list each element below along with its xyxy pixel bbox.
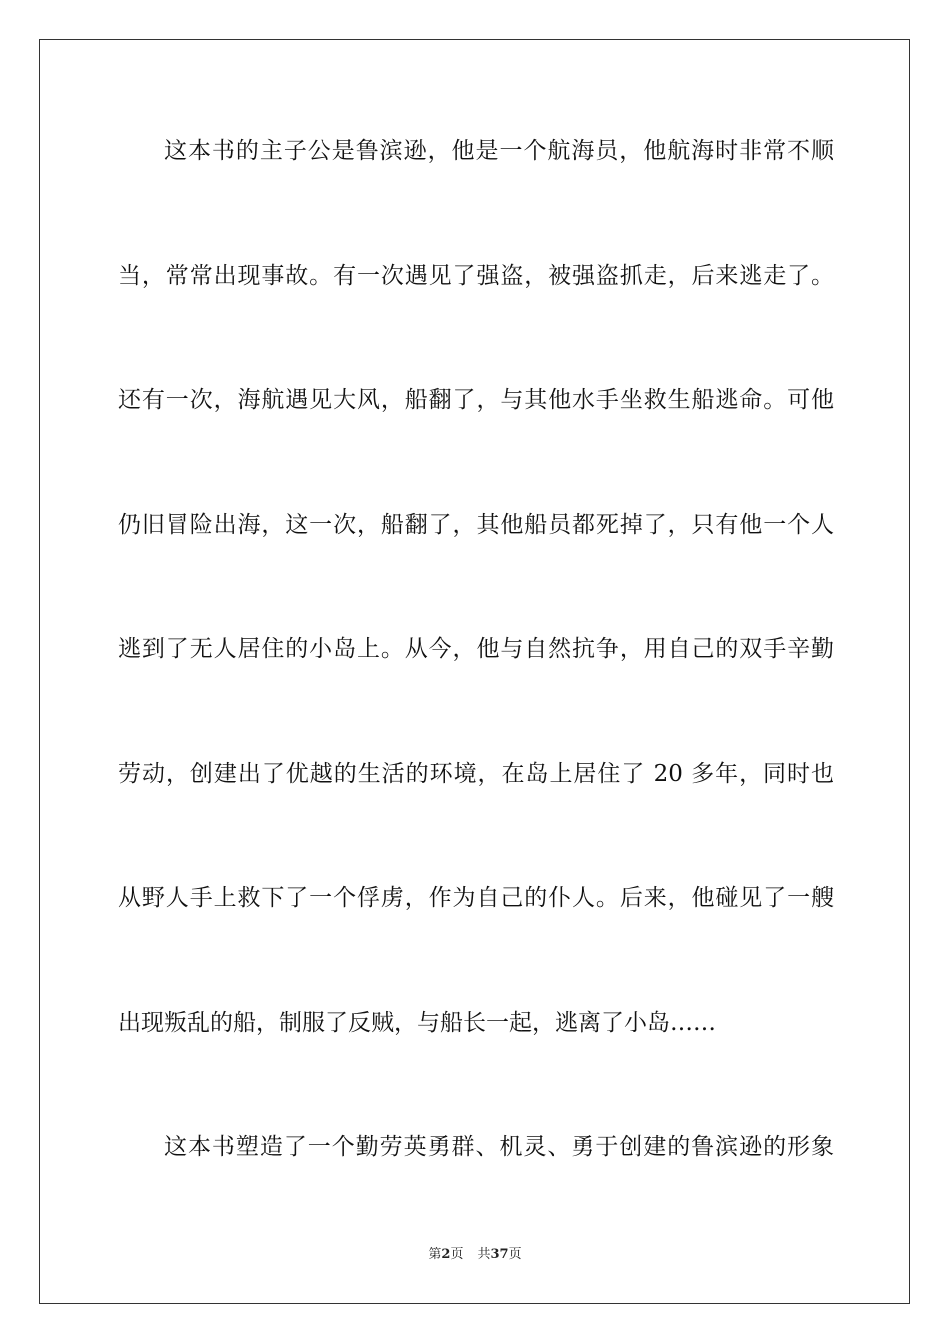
paragraph-1-line-4: 仍旧冒险出海，这一次，船翻了，其他船员都死掉了，只有他一个人: [118, 512, 834, 538]
page-prefix: 第: [428, 1247, 442, 1262]
total-pages: 37: [490, 1247, 509, 1262]
paragraph-1-line-1: 这本书的主子公是鲁滨逊，他是一个航海员，他航海时非常不顺: [164, 138, 834, 164]
page-footer: [0, 1246, 950, 1264]
paragraph-1-line-8: 出现叛乱的船，制服了反贼，与船长一起，逃离了小岛……: [118, 1010, 716, 1036]
total-suffix: 页: [508, 1247, 522, 1262]
page-suffix: 页: [450, 1247, 464, 1262]
page-number: 2: [441, 1247, 451, 1262]
paragraph-2-line-1: 这本书塑造了一个勤劳英勇群、机灵、勇于创建的鲁滨逊的形象: [164, 1134, 834, 1160]
page-border: [39, 39, 910, 1304]
paragraph-1-line-2: 当，常常出现事故。有一次遇见了强盗，被强盗抓走，后来逃走了。: [118, 263, 834, 289]
paragraph-1-line-3: 还有一次，海航遇见大风，船翻了，与其他水手坐救生船逃命。可他: [118, 387, 834, 413]
paragraph-1-line-7: 从野人手上救下了一个俘虏，作为自己的仆人。后来，他碰见了一艘: [118, 885, 834, 911]
paragraph-1-line-6: 劳动，创建出了优越的生活的环境，在岛上居住了 20 多年，同时也: [118, 761, 834, 787]
paragraph-1-line-5: 逃到了无人居住的小岛上。从今，他与自然抗争，用自己的双手辛勤: [118, 636, 834, 662]
total-prefix: 共: [477, 1247, 491, 1262]
